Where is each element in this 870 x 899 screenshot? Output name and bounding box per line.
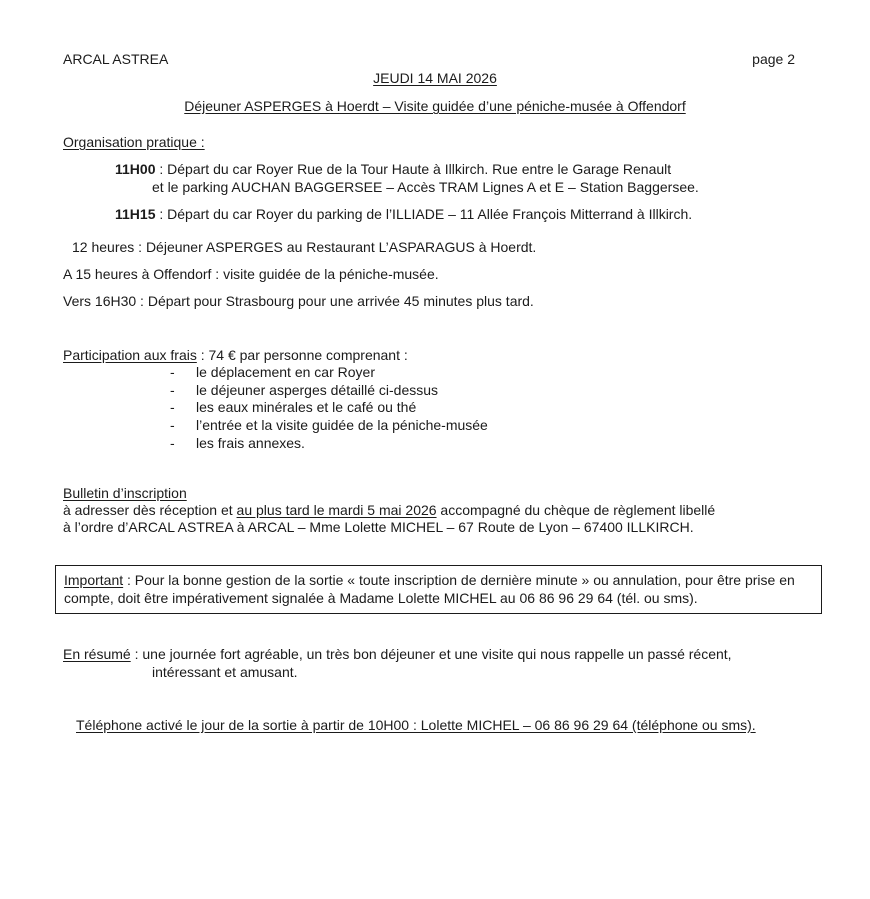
departure-item-11h15: [115, 205, 870, 223]
page-number: page 2: [752, 51, 795, 67]
document-title: Déjeuner ASPERGES à Hoerdt – Visite guidée d’une péniche-musée à Offendorf: [184, 98, 686, 114]
schedule-line-return: Vers 16H30 : Départ pour Strasbourg pour une arrivée 45 minutes plus tard.: [63, 293, 534, 309]
participation-list: [0, 364, 870, 453]
page-header: [63, 50, 795, 68]
list-item: - le déplacement en car Royer: [170, 364, 375, 380]
bullet-dash: -: [170, 381, 175, 398]
schedule-line-lunch: 12 heures : Déjeuner ASPERGES au Restaurant L’ASPARAGUS à Hoerdt.: [72, 239, 537, 255]
document-page: [0, 50, 870, 899]
bullet-dash: -: [170, 434, 175, 451]
schedule-line-visit: A 15 heures à Offendorf : visite guidée de la péniche-musée.: [63, 266, 439, 282]
participation-heading: Participation aux frais : 74 € par personne comprenant :: [63, 347, 408, 363]
departure-line-continuation: et le parking AUCHAN BAGGERSEE – Accès TRAM Lignes A et E – Station Baggersee.: [152, 179, 699, 195]
important-label: Important: [64, 571, 124, 588]
participation-label: Participation aux frais: [63, 347, 197, 363]
list-item: - les frais annexes.: [170, 434, 305, 451]
departure-line: 11H00 : Départ du car Royer Rue de la Tour Haute à Illkirch. Rue entre le Garage Renault: [115, 161, 672, 177]
bullet-dash: -: [170, 364, 175, 380]
departure-item-11h00: [115, 160, 870, 196]
list-item: - l’entrée et la visite guidée de la péniche-musée: [170, 417, 488, 434]
departure-line: 11H15 : Départ du car Royer du parking de l’ILLIADE – 11 Allée François Mitterrand à Illkirch.: [115, 206, 693, 222]
departure-time: 11H00: [115, 161, 156, 177]
section-bulletin-heading: Bulletin d’inscription: [63, 484, 187, 501]
departure-time: 11H15: [115, 206, 156, 222]
important-notice-box: Important : Pour la bonne gestion de la sortie « toute inscription de dernière minute » ou annulation, pour être prise en compte, doit être impérativement signalée à Madame Lolette MICHEL au 06 86 96 29 64 (tél. ou sms).: [55, 565, 822, 614]
bullet-dash: -: [170, 399, 175, 416]
phone-activation-line: Téléphone activé le jour de la sortie à partir de 10H00 : Lolette MICHEL – 06 86 96 29 64 (téléphone ou sms).: [76, 716, 756, 733]
bulletin-line-2: à l’ordre d’ARCAL ASTREA à ARCAL – Mme Lolette MICHEL – 67 Route de Lyon – 67400 ILLKIRCH.: [63, 519, 694, 536]
bullet-dash: -: [170, 417, 175, 434]
summary-line-1: En résumé : une journée fort agréable, un très bon déjeuner et une visite qui nous rappelle un passé récent,: [63, 645, 732, 662]
deadline-date: au plus tard le mardi 5 mai 2026: [236, 501, 437, 518]
summary-line-2: intéressant et amusant.: [152, 663, 298, 680]
summary-label: En résumé: [63, 645, 131, 662]
list-item: - les eaux minérales et le café ou thé: [170, 399, 417, 416]
org-name: ARCAL ASTREA: [63, 51, 169, 67]
document-date: JEUDI 14 MAI 2026: [373, 70, 497, 86]
list-item: - le déjeuner asperges détaillé ci-dessus: [170, 381, 439, 398]
bulletin-line-1: à adresser dès réception et au plus tard le mardi 5 mai 2026 accompagné du chèque de règlement libellé: [63, 501, 716, 518]
section-organisation-heading: Organisation pratique :: [63, 134, 205, 150]
